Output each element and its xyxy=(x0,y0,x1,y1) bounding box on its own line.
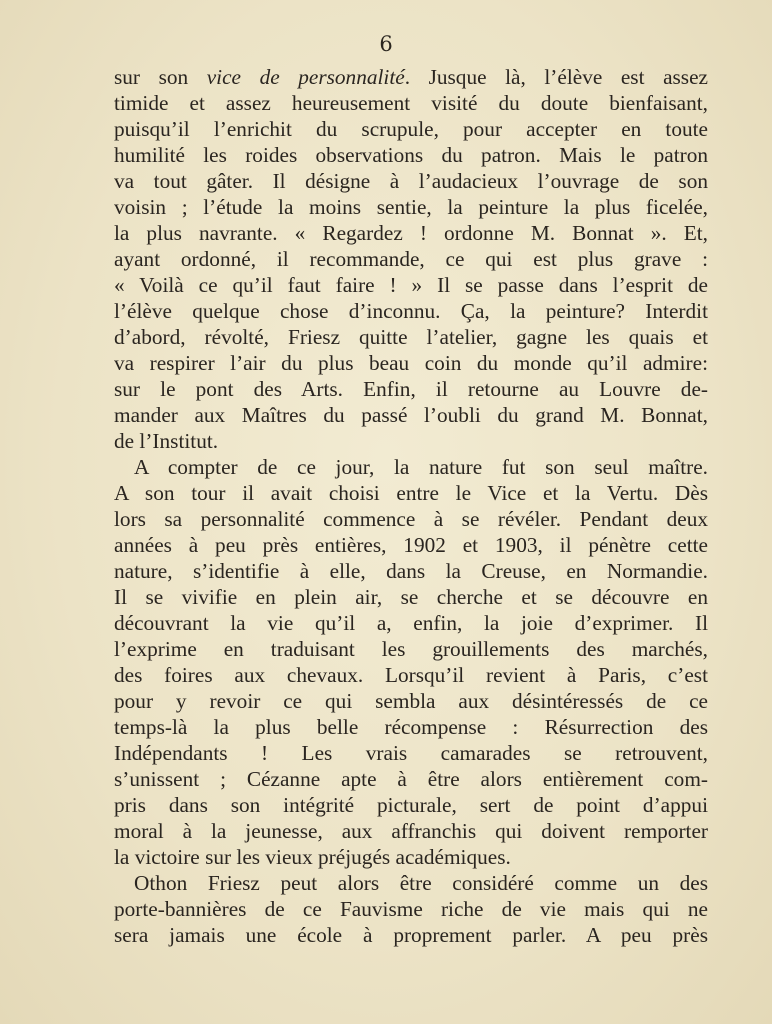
text-line: voisin ; l’étude la moins sentie, la peinture la plus ficelée, xyxy=(114,195,708,219)
text-line: s’unissent ; Cézanne apte à être alors entièrement com- xyxy=(114,767,708,791)
paragraph-2 xyxy=(114,454,708,870)
text-line: Il se vivifie en plein air, se cherche et se découvre en xyxy=(114,585,708,609)
text-line: l’élève quelque chose d’inconnu. Ça, la peinture? Interdit xyxy=(114,299,708,323)
text-line: découvrant la vie qu’il a, enfin, la joie d’exprimer. Il xyxy=(114,611,708,635)
text-line: A compter de ce jour, la nature fut son seul maître. xyxy=(134,455,708,479)
text-line: sera jamais une école à proprement parler. A peu près xyxy=(114,923,708,947)
text-line: d’abord, révolté, Friesz quitte l’atelier, gagne les quais et xyxy=(114,325,708,349)
text-line: mander aux Maîtres du passé l’oubli du grand M. Bonnat, xyxy=(114,403,708,427)
text-line: ayant ordonné, il recommande, ce qui est plus grave : xyxy=(114,247,708,271)
text-line: l’exprime en traduisant les grouillements des marchés, xyxy=(114,637,708,661)
text-line: lors sa personnalité commence à se révéler. Pendant deux xyxy=(114,507,708,531)
text-line: des foires aux chevaux. Lorsqu’il revient à Paris, c’est xyxy=(114,663,708,687)
text-line: sur son vice de personnalité. Jusque là, l’élève est assez xyxy=(114,65,709,89)
page-number: 6 xyxy=(379,32,393,56)
text-line: A son tour il avait choisi entre le Vice et la Vertu. Dès xyxy=(114,481,708,505)
text-line: « Voilà ce qu’il faut faire ! » Il se passe dans l’esprit de xyxy=(114,273,708,297)
text-line: humilité les roides observations du patron. Mais le patron xyxy=(114,143,708,167)
text-line: années à peu près entières, 1902 et 1903, il pénètre cette xyxy=(114,533,708,557)
text-line: porte-bannières de ce Fauvisme riche de vie mais qui ne xyxy=(114,897,708,921)
text-line: moral à la jeunesse, aux affranchis qui doivent remporter xyxy=(114,819,708,843)
text-line: puisqu’il l’enrichit du scrupule, pour accepter en toute xyxy=(114,117,708,141)
text-line: va respirer l’air du plus beau coin du monde qu’il admire: xyxy=(114,351,708,375)
paragraph-1 xyxy=(114,64,708,454)
body-text xyxy=(114,64,708,948)
text-line: Indépendants ! Les vrais camarades se retrouvent, xyxy=(114,741,708,765)
text-line: va tout gâter. Il désigne à l’audacieux l’ouvrage de son xyxy=(114,169,708,193)
text-line: la plus navrante. « Regardez ! ordonne M. Bonnat ». Et, xyxy=(114,221,708,245)
text-line: sur le pont des Arts. Enfin, il retourne au Louvre de- xyxy=(114,377,708,401)
text-line: la victoire sur les vieux préjugés académiques. xyxy=(114,845,511,869)
italic-phrase: vice de personnalité xyxy=(206,65,405,89)
paragraph-3 xyxy=(114,870,708,948)
text-line: temps-là la plus belle récompense : Résurrection des xyxy=(114,715,708,739)
text-line: timide et assez heureusement visité du doute bienfaisant, xyxy=(114,91,708,115)
text-line: de l’Institut. xyxy=(114,429,219,453)
text-line: Othon Friesz peut alors être considéré comme un des xyxy=(134,871,708,895)
text-line: pour y revoir ce qui sembla aux désintéressés de ce xyxy=(114,689,708,713)
text-line: pris dans son intégrité picturale, sert de point d’appui xyxy=(114,793,708,817)
text-line: nature, s’identifie à elle, dans la Creuse, en Normandie. xyxy=(114,559,708,583)
